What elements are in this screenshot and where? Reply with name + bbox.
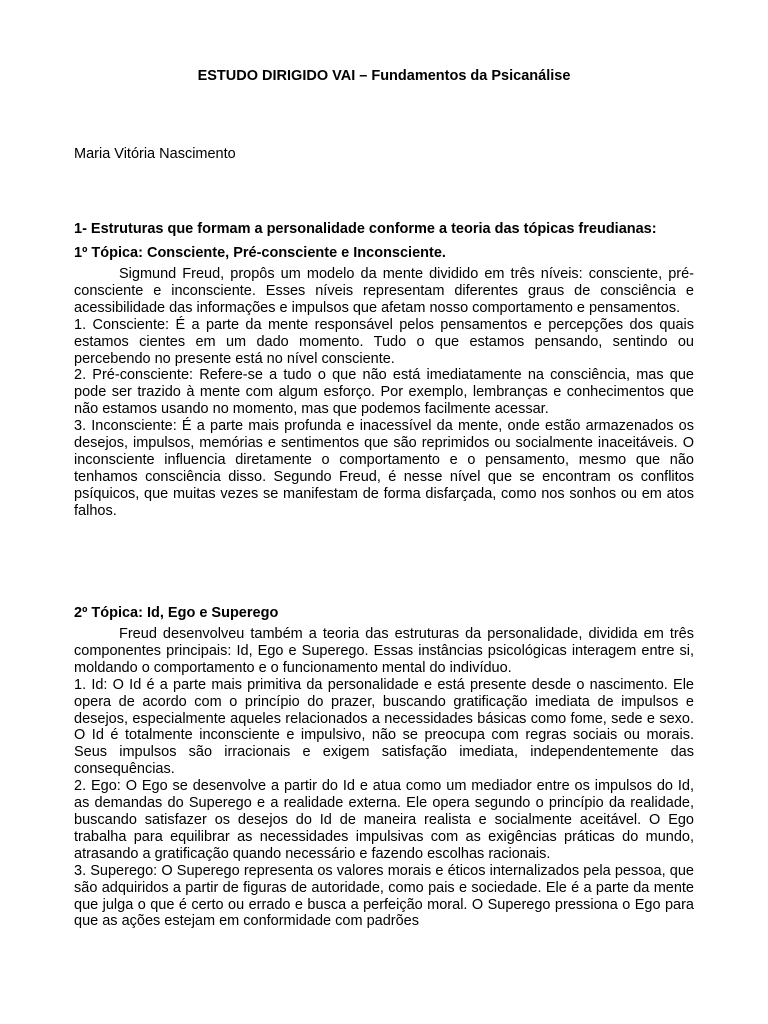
topic-1-heading: 1º Tópica: Consciente, Pré-consciente e Inconsciente. <box>74 245 446 261</box>
topic-2-heading: 2º Tópica: Id, Ego e Superego <box>74 605 279 621</box>
section-topic-2 <box>74 605 694 930</box>
question-heading: 1- Estruturas que formam a personalidade conforme a teoria das tópicas freudianas: <box>74 221 657 237</box>
topic-2-item-superego: 3. Superego: O Superego representa os valores morais e éticos internalizados pela pessoa, que são adquiridos a partir de figuras de autoridade, como pais e sociedade. Ele é a parte da mente que julga o que é certo ou errado e busca a perfeição moral. O Superego pressiona o Ego para que as ações estejam em conformidade com padrões <box>74 862 694 930</box>
topic-2-intro: Freud desenvolveu também a teoria das estruturas da personalidade, dividida em três componentes principais: Id, Ego e Superego. Essas instâncias psicológicas interagem entre si, moldando o comportamento e o funcionamento mental do indivíduo. <box>74 626 694 676</box>
topic-1-item-inconsciente: 3. Inconsciente: É a parte mais profunda e inacessível da mente, onde estão armazenados os desejos, impulsos, memórias e sentimentos que são reprimidos ou socialmente inaceitáveis. O inconsciente influencia diretamente o comportamento e o pensamento, mesmo que não tenhamos consciência disso. Segundo Freud, é nesse nível que se encontram os conflitos psíquicos, que muitas vezes se manifestam de forma disfarçada, como nos sonhos ou em atos falhos. <box>74 418 694 519</box>
topic-1-item-pre-consciente: 2. Pré-consciente: Refere-se a tudo o que não está imediatamente na consciência, mas que pode ser trazido à mente com algum esforço. Por exemplo, lembranças e conhecimentos que não estamos usando no momento, mas que podemos facilmente acessar. <box>74 367 694 418</box>
topic-2-item-id: 1. Id: O Id é a parte mais primitiva da personalidade e está presente desde o nascimento. Ele opera de acordo com o princípio do prazer, buscando gratificação imediata de impulsos e desejos, especialmente aqueles relacionados a necessidades básicas como fome, sede e sexo. O Id é totalmente inconsciente e impulsivo, não se preocupa com regras sociais ou morais. Seus impulsos são irracionais e exigem satisfação imediata, independentemente das consequências. <box>74 676 694 778</box>
topic-1-intro: Sigmund Freud, propôs um modelo da mente dividido em três níveis: consciente, pré-consciente e inconsciente. Esses níveis representam diferentes graus de consciência e acessibilidade das informações e impulsos que afetam nosso comportamento e pensamentos. <box>74 266 694 316</box>
topic-2-item-ego: 2. Ego: O Ego se desenvolve a partir do Id e atua como um mediador entre os impulsos do Id, as demandas do Superego e a realidade externa. Ele opera segundo o princípio da realidade, buscando satisfazer os desejos do Id de maneira realista e socialmente aceitável. O Ego trabalha para equilibrar as necessidades impulsivas com as exigências práticas do mundo, atrasando a gratificação quando necessário e fazendo escolhas racionais. <box>74 778 694 862</box>
topic-1-item-consciente: 1. Consciente: É a parte da mente responsável pelos pensamentos e percepções dos quais estamos cientes em um dado momento. Tudo o que estamos pensando, sentindo ou percebendo no presente está no nível consciente. <box>74 316 694 367</box>
author-name: Maria Vitória Nascimento <box>74 146 236 162</box>
document-title: ESTUDO DIRIGIDO VAI – Fundamentos da Psicanálise <box>197 68 571 84</box>
section-topic-1 <box>74 218 694 520</box>
